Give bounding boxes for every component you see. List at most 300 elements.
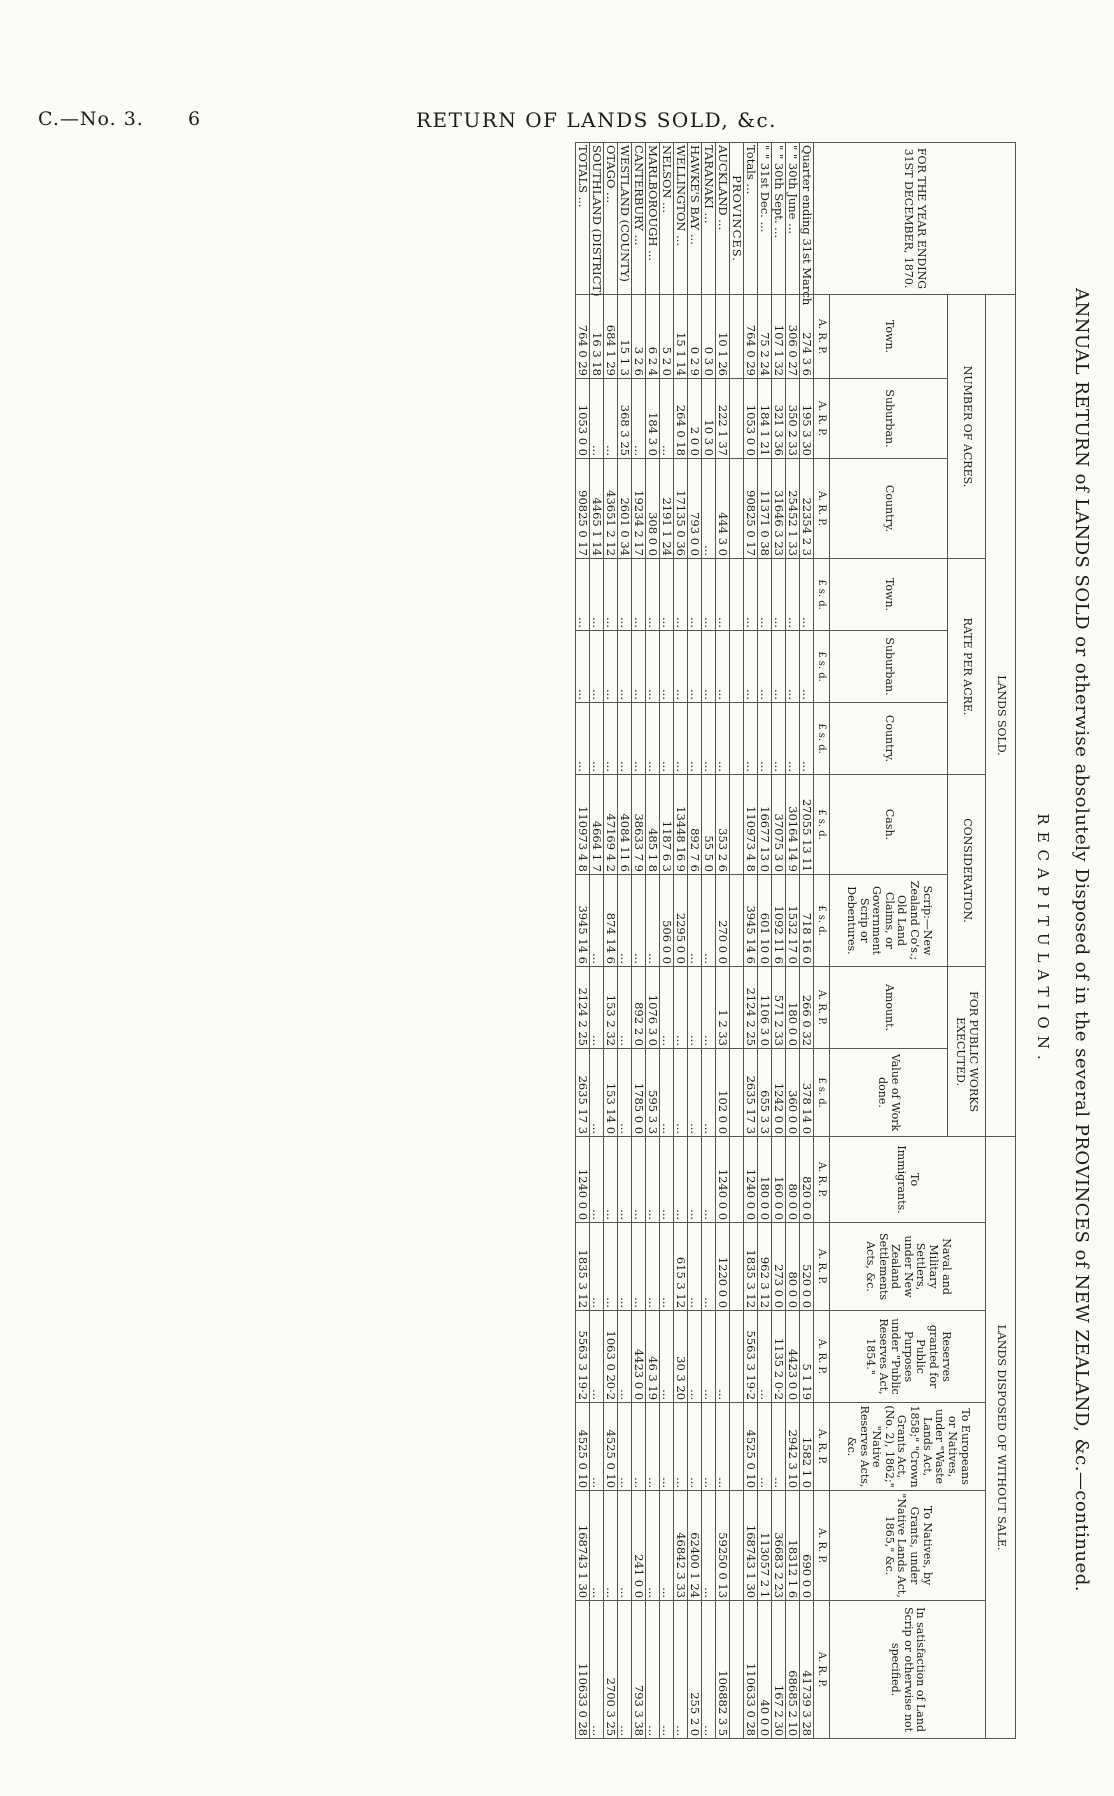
cell-rate-suburban: ... bbox=[660, 631, 674, 703]
cell-rate-suburban: ... bbox=[800, 631, 814, 703]
cell-rate-country: ... bbox=[618, 703, 632, 775]
totals-label: TOTALS ... bbox=[576, 143, 590, 295]
cell-suburban: ... bbox=[660, 379, 674, 459]
cell-cash: 38633 7 9 bbox=[632, 775, 646, 875]
cell-rate-country: ... bbox=[744, 703, 758, 775]
cell-rate-country: ... bbox=[800, 703, 814, 775]
row-label: WELLINGTON ... bbox=[674, 143, 688, 295]
page-number: 6 bbox=[188, 108, 202, 130]
provinces-heading: PROVINCES. bbox=[730, 143, 744, 295]
cell-amount: 153 2 32 bbox=[604, 967, 618, 1049]
cell-rate-country: ... bbox=[716, 703, 730, 775]
cell-immigrants: 1240 0 0 bbox=[716, 1137, 730, 1223]
cell-scrip: 601 10 0 bbox=[758, 875, 772, 967]
cell-value: ... bbox=[674, 1049, 688, 1137]
cell-naval: 80 0 0 bbox=[786, 1223, 800, 1311]
table-row bbox=[604, 143, 618, 1739]
cell-europeans: ... bbox=[702, 1403, 716, 1491]
cell-rate-suburban: ... bbox=[632, 631, 646, 703]
table-row bbox=[632, 143, 646, 1739]
cell-naval: ... bbox=[590, 1223, 604, 1311]
cell-reserves: 5 1 19 bbox=[800, 1311, 814, 1403]
cell-rate-country: ... bbox=[660, 703, 674, 775]
cell-rate-suburban: ... bbox=[744, 631, 758, 703]
cell-country: 11371 0 38 bbox=[758, 459, 772, 559]
cell-naval: ... bbox=[632, 1223, 646, 1311]
cell-scrip: 270 0 0 bbox=[716, 875, 730, 967]
cell-rate-town: ... bbox=[800, 559, 814, 631]
cell-land-scrip: 255 2 0 bbox=[688, 1601, 702, 1739]
cell-scrip: 3945 14 6 bbox=[576, 875, 590, 967]
cell-country: 308 0 0 bbox=[646, 459, 660, 559]
cell-europeans: ... bbox=[646, 1403, 660, 1491]
cell-europeans: 4525 0 10 bbox=[576, 1403, 590, 1491]
cell-natives: 46842 3 33 bbox=[674, 1491, 688, 1601]
amount-header: Amount. bbox=[830, 967, 948, 1049]
cell-scrip: 1532 17 0 bbox=[786, 875, 800, 967]
cell-naval: 1835 3 12 bbox=[576, 1223, 590, 1311]
cell-town: 764 0 29 bbox=[576, 295, 590, 379]
cell-immigrants: 820 0 0 bbox=[800, 1137, 814, 1223]
cell-town: 3 2 6 bbox=[632, 295, 646, 379]
cell-cash: 30164 14 9 bbox=[786, 775, 800, 875]
naval-military-header: Naval and Military Settlers, under New Zealand Settlements Acts, &c. bbox=[830, 1223, 986, 1311]
cell-country: 90825 0 17 bbox=[576, 459, 590, 559]
cell-scrip: ... bbox=[646, 875, 660, 967]
cell-country: 444 3 0 bbox=[716, 459, 730, 559]
cell-reserves: 4423 0 0 bbox=[786, 1311, 800, 1403]
unit-rate-suburban: £ s. d. bbox=[814, 631, 830, 703]
cell-suburban: 264 0 18 bbox=[674, 379, 688, 459]
unit-value: £ s. d. bbox=[814, 1049, 830, 1137]
cell-value: 2635 17 3 bbox=[576, 1049, 590, 1137]
row-label: " " 30th Sept. ... bbox=[772, 143, 786, 295]
cell-natives: ... bbox=[646, 1491, 660, 1601]
cell-reserves: ... bbox=[688, 1311, 702, 1403]
cell-rate-town: ... bbox=[576, 559, 590, 631]
document-reference: C.—No. 3. bbox=[38, 108, 144, 130]
cell-rate-suburban: ... bbox=[618, 631, 632, 703]
town-acres-header: Town. bbox=[830, 295, 948, 379]
cell-suburban: 2 0 0 bbox=[688, 379, 702, 459]
cell-amount: ... bbox=[674, 967, 688, 1049]
cell-naval: ... bbox=[646, 1223, 660, 1311]
table-row bbox=[646, 143, 660, 1739]
cell-naval: 520 0 0 bbox=[800, 1223, 814, 1311]
cell-value: 2635 17 3 bbox=[744, 1049, 758, 1137]
cell-scrip: ... bbox=[590, 875, 604, 967]
cell-country: ... bbox=[702, 459, 716, 559]
cell-rate-country: ... bbox=[786, 703, 800, 775]
cell-cash: 55 5 0 bbox=[702, 775, 716, 875]
cell-land-scrip: 68685 2 10 bbox=[786, 1601, 800, 1739]
cell-rate-country: ... bbox=[702, 703, 716, 775]
cell-natives: ... bbox=[702, 1491, 716, 1601]
cell-amount: 2124 2 25 bbox=[576, 967, 590, 1049]
cell-immigrants: 80 0 0 bbox=[786, 1137, 800, 1223]
cell-naval: 962 3 12 bbox=[758, 1223, 772, 1311]
cell-country: 2601 0 34 bbox=[618, 459, 632, 559]
cell-immigrants: 1240 0 0 bbox=[576, 1137, 590, 1223]
unit-country: A. R. P. bbox=[814, 459, 830, 559]
cell-scrip: ... bbox=[688, 875, 702, 967]
cell-rate-town: ... bbox=[604, 559, 618, 631]
cell-europeans: ... bbox=[674, 1403, 688, 1491]
cell-town: 0 2 9 bbox=[688, 295, 702, 379]
value-of-work-header: Value of Work done. bbox=[830, 1049, 948, 1137]
unit-rate-country: £ s. d. bbox=[814, 703, 830, 775]
cell-rate-country: ... bbox=[590, 703, 604, 775]
row-label: TARANAKI ... bbox=[702, 143, 716, 295]
cell-naval: ... bbox=[660, 1223, 674, 1311]
totals-row bbox=[744, 143, 758, 1739]
unit-rate-town: £ s. d. bbox=[814, 559, 830, 631]
cell-immigrants: ... bbox=[660, 1137, 674, 1223]
immigrants-header: To Immigrants. bbox=[830, 1137, 986, 1223]
cell-rate-suburban: ... bbox=[758, 631, 772, 703]
cell-europeans: ... bbox=[688, 1403, 702, 1491]
cell-rate-country: ... bbox=[632, 703, 646, 775]
table-row bbox=[758, 143, 772, 1739]
cell-immigrants: ... bbox=[590, 1137, 604, 1223]
europeans-natives-header: To Europeans or Natives, under "Waste Lands Act, 1858;" "Crown Grants Act, (No. 2), 1862;" "Native Reserves Acts, &c. bbox=[830, 1403, 986, 1491]
cell-reserves: 4423 0 0 bbox=[632, 1311, 646, 1403]
cell-reserves: ... bbox=[660, 1311, 674, 1403]
cell-amount: 1076 3 0 bbox=[646, 967, 660, 1049]
cell-cash: 16677 13 0 bbox=[758, 775, 772, 875]
cell-amount: ... bbox=[590, 967, 604, 1049]
natives-grants-header: To Natives, by Grants, under "Native Lands Act, 1865," &c. bbox=[830, 1491, 986, 1601]
cell-amount: 1106 3 0 bbox=[758, 967, 772, 1049]
cell-suburban: 350 2 33 bbox=[786, 379, 800, 459]
cell-cash: 110973 4 8 bbox=[744, 775, 758, 875]
cell-amount: ... bbox=[660, 967, 674, 1049]
cell-cash: 4084 11 6 bbox=[618, 775, 632, 875]
cell-naval: 273 0 0 bbox=[772, 1223, 786, 1311]
unit-cash: £ s. d. bbox=[814, 775, 830, 875]
cell-europeans: 4525 0 10 bbox=[744, 1403, 758, 1491]
cell-immigrants: ... bbox=[702, 1137, 716, 1223]
cell-country: 43651 2 12 bbox=[604, 459, 618, 559]
cell-naval: ... bbox=[604, 1223, 618, 1311]
cell-scrip: 718 16 0 bbox=[800, 875, 814, 967]
cell-scrip: 1092 11 6 bbox=[772, 875, 786, 967]
cell-natives: 168743 1 30 bbox=[744, 1491, 758, 1601]
row-label: SOUTHLAND (DISTRICT) bbox=[590, 143, 604, 295]
cell-amount: ... bbox=[702, 967, 716, 1049]
cell-rate-suburban: ... bbox=[702, 631, 716, 703]
cell-rate-town: ... bbox=[632, 559, 646, 631]
table-row bbox=[800, 143, 814, 1739]
cell-europeans: 2942 3 10 bbox=[786, 1403, 800, 1491]
unit-europeans: A. R. P. bbox=[814, 1403, 830, 1491]
country-acres-header: Country. bbox=[830, 459, 948, 559]
cell-rate-town: ... bbox=[660, 559, 674, 631]
running-title: RETURN OF LANDS SOLD, &c. bbox=[416, 108, 777, 132]
cell-immigrants: ... bbox=[632, 1137, 646, 1223]
cell-cash: 353 2 6 bbox=[716, 775, 730, 875]
totals-row bbox=[576, 143, 590, 1739]
cash-header: Cash. bbox=[830, 775, 948, 875]
unit-immigrants: A. R. P. bbox=[814, 1137, 830, 1223]
cell-immigrants: 160 0 0 bbox=[772, 1137, 786, 1223]
cell-europeans: 1582 1 0 bbox=[800, 1403, 814, 1491]
row-label: WESTLAND (COUNTY) bbox=[618, 143, 632, 295]
cell-town: 684 1 29 bbox=[604, 295, 618, 379]
cell-land-scrip: ... bbox=[702, 1601, 716, 1739]
unit-naval: A. R. P. bbox=[814, 1223, 830, 1311]
row-label: NELSON ... bbox=[660, 143, 674, 295]
cell-land-scrip: 2700 3 25 bbox=[604, 1601, 618, 1739]
cell-value: ... bbox=[590, 1049, 604, 1137]
cell-cash: 485 1 8 bbox=[646, 775, 660, 875]
table-row bbox=[590, 143, 604, 1739]
cell-europeans: ... bbox=[618, 1403, 632, 1491]
cell-cash: 1187 6 3 bbox=[660, 775, 674, 875]
cell-cash: 4664 1 7 bbox=[590, 775, 604, 875]
cell-cash: 27055 13 11 bbox=[800, 775, 814, 875]
cell-natives: 36683 2 23 bbox=[772, 1491, 786, 1601]
cell-reserves: ... bbox=[716, 1311, 730, 1403]
cell-cash: 892 7 6 bbox=[688, 775, 702, 875]
cell-cash: 13448 16 9 bbox=[674, 775, 688, 875]
cell-amount: 180 0 0 bbox=[786, 967, 800, 1049]
cell-naval: ... bbox=[618, 1223, 632, 1311]
cell-town: 16 3 18 bbox=[590, 295, 604, 379]
table-row bbox=[660, 143, 674, 1739]
cell-land-scrip: 110633 0 28 bbox=[744, 1601, 758, 1739]
cell-immigrants: ... bbox=[618, 1137, 632, 1223]
cell-reserves: ... bbox=[702, 1311, 716, 1403]
unit-reserves: A. R. P. bbox=[814, 1311, 830, 1403]
cell-reserves: 46 3 19 bbox=[646, 1311, 660, 1403]
cell-europeans: ... bbox=[758, 1403, 772, 1491]
cell-land-scrip: ... bbox=[674, 1601, 688, 1739]
cell-suburban: 184 1 21 bbox=[758, 379, 772, 459]
cell-rate-country: ... bbox=[646, 703, 660, 775]
cell-scrip: 506 0 0 bbox=[660, 875, 674, 967]
cell-amount: 892 2 0 bbox=[632, 967, 646, 1049]
cell-suburban: 1053 0 0 bbox=[576, 379, 590, 459]
cell-town: 0 3 0 bbox=[702, 295, 716, 379]
table-row bbox=[688, 143, 702, 1739]
number-of-acres-header: NUMBER OF ACRES. bbox=[948, 295, 986, 559]
row-label: " " 30th June ... bbox=[786, 143, 800, 295]
cell-rate-suburban: ... bbox=[716, 631, 730, 703]
cell-country: 25452 1 33 bbox=[786, 459, 800, 559]
cell-value: 595 3 3 bbox=[646, 1049, 660, 1137]
cell-amount: 2124 2 25 bbox=[744, 967, 758, 1049]
unit-scrip: £ s. d. bbox=[814, 875, 830, 967]
unit-land-scrip: A. R. P. bbox=[814, 1601, 830, 1739]
cell-country: 31646 3 23 bbox=[772, 459, 786, 559]
cell-town: 107 1 32 bbox=[772, 295, 786, 379]
unit-natives: A. R. P. bbox=[814, 1491, 830, 1601]
cell-rate-country: ... bbox=[576, 703, 590, 775]
cell-rate-suburban: ... bbox=[674, 631, 688, 703]
cell-land-scrip: ... bbox=[660, 1601, 674, 1739]
cell-europeans: ... bbox=[660, 1403, 674, 1491]
table-row bbox=[772, 143, 786, 1739]
cell-rate-suburban: ... bbox=[772, 631, 786, 703]
cell-natives: 241 0 0 bbox=[632, 1491, 646, 1601]
cell-immigrants: ... bbox=[604, 1137, 618, 1223]
cell-land-scrip: 41739 3 28 bbox=[800, 1601, 814, 1739]
cell-rate-suburban: ... bbox=[590, 631, 604, 703]
cell-rate-suburban: ... bbox=[604, 631, 618, 703]
cell-country: 19234 2 17 bbox=[632, 459, 646, 559]
cell-country: 90825 0 17 bbox=[744, 459, 758, 559]
cell-reserves: 5563 3 19·2 bbox=[576, 1311, 590, 1403]
cell-country: 793 0 0 bbox=[688, 459, 702, 559]
cell-suburban: 222 1 37 bbox=[716, 379, 730, 459]
cell-europeans: ... bbox=[590, 1403, 604, 1491]
cell-value: 153 14 0 bbox=[604, 1049, 618, 1137]
cell-suburban: 368 3 25 bbox=[618, 379, 632, 459]
cell-amount: 266 0 32 bbox=[800, 967, 814, 1049]
cell-rate-town: ... bbox=[674, 559, 688, 631]
cell-town: 5 2 0 bbox=[660, 295, 674, 379]
cell-rate-suburban: ... bbox=[646, 631, 660, 703]
cell-reserves: 5563 3 19·2 bbox=[744, 1311, 758, 1403]
cell-rate-town: ... bbox=[618, 559, 632, 631]
lands-sold-header: LANDS SOLD. bbox=[986, 295, 1016, 1137]
suburban-acres-header: Suburban. bbox=[830, 379, 948, 459]
cell-scrip: ... bbox=[632, 875, 646, 967]
return-title: ANNUAL RETURN of LANDS SOLD or otherwise absolutely Disposed of in the several PROVINCES of NEW ZEALAND, &c.—continued. bbox=[1071, 287, 1092, 1593]
cell-europeans: ... bbox=[772, 1403, 786, 1491]
cell-country: 4465 1 14 bbox=[590, 459, 604, 559]
table-row bbox=[716, 143, 730, 1739]
cell-amount: 571 2 33 bbox=[772, 967, 786, 1049]
rate-town-header: Town. bbox=[830, 559, 948, 631]
cell-rate-suburban: ... bbox=[688, 631, 702, 703]
cell-cash: 110973 4 8 bbox=[576, 775, 590, 875]
cell-suburban: 184 3 0 bbox=[646, 379, 660, 459]
cell-town: 75 2 24 bbox=[758, 295, 772, 379]
row-label: MARLBOROUGH ... bbox=[646, 143, 660, 295]
cell-immigrants: ... bbox=[674, 1137, 688, 1223]
cell-reserves: ... bbox=[758, 1311, 772, 1403]
cell-scrip: 874 14 6 bbox=[604, 875, 618, 967]
cell-suburban: 10 3 0 bbox=[702, 379, 716, 459]
cell-immigrants: ... bbox=[646, 1137, 660, 1223]
cell-land-scrip: 167 2 30 bbox=[772, 1601, 786, 1739]
rotated-table-region bbox=[80, 142, 1100, 1738]
cell-reserves: ... bbox=[590, 1311, 604, 1403]
cell-amount: ... bbox=[688, 967, 702, 1049]
rate-country-header: Country. bbox=[830, 703, 948, 775]
public-works-header: FOR PUBLIC WORKS EXECUTED. bbox=[948, 967, 986, 1137]
cell-reserves: 30 3 20 bbox=[674, 1311, 688, 1403]
cell-cash: 37075 3 0 bbox=[772, 775, 786, 875]
cell-natives: 59250 0 13 bbox=[716, 1491, 730, 1601]
cell-rate-country: ... bbox=[758, 703, 772, 775]
reserves-header: Reserves granted for Public Purposes under "Public Reserves Act, 1854." bbox=[830, 1311, 986, 1403]
cell-naval: 1220 0 0 bbox=[716, 1223, 730, 1311]
cell-land-scrip: ... bbox=[618, 1601, 632, 1739]
cell-value: 1785 0 0 bbox=[632, 1049, 646, 1137]
cell-natives: 113057 2 1 bbox=[758, 1491, 772, 1601]
cell-amount: 1 2 33 bbox=[716, 967, 730, 1049]
table-row bbox=[674, 143, 688, 1739]
cell-value: ... bbox=[660, 1049, 674, 1137]
cell-scrip: ... bbox=[618, 875, 632, 967]
cell-natives: 690 0 0 bbox=[800, 1491, 814, 1601]
row-label: CANTERBURY ... bbox=[632, 143, 646, 295]
table-row bbox=[786, 143, 800, 1739]
recapitulation-table bbox=[575, 142, 1016, 1738]
cell-rate-town: ... bbox=[688, 559, 702, 631]
cell-value: ... bbox=[618, 1049, 632, 1137]
cell-europeans: ... bbox=[716, 1403, 730, 1491]
cell-rate-town: ... bbox=[758, 559, 772, 631]
cell-naval: ... bbox=[702, 1223, 716, 1311]
cell-value: ... bbox=[688, 1049, 702, 1137]
land-scrip-header: In satisfaction of Land Scrip or otherwise not specified. bbox=[830, 1601, 986, 1739]
cell-rate-town: ... bbox=[786, 559, 800, 631]
cell-value: 102 0 0 bbox=[716, 1049, 730, 1137]
cell-europeans: 4525 0 10 bbox=[604, 1403, 618, 1491]
consideration-header: CONSIDERATION. bbox=[948, 775, 986, 967]
cell-natives: ... bbox=[618, 1491, 632, 1601]
cell-reserves: 1063 0 20·2 bbox=[604, 1311, 618, 1403]
provinces-heading-row bbox=[730, 143, 744, 1739]
cell-value: 1242 0 0 bbox=[772, 1049, 786, 1137]
scrip-header: Scrip:—New Zealand Co's.; Old Land Claims, or Government Scrip or Debentures. bbox=[830, 875, 948, 967]
row-label: " " 31st Dec. ... bbox=[758, 143, 772, 295]
cell-rate-town: ... bbox=[744, 559, 758, 631]
cell-value: 360 0 0 bbox=[786, 1049, 800, 1137]
cell-country: 17135 0 36 bbox=[674, 459, 688, 559]
row-label: HAWKE'S BAY ... bbox=[688, 143, 702, 295]
cell-cash: 47169 4 2 bbox=[604, 775, 618, 875]
table-row bbox=[618, 143, 632, 1739]
cell-town: 10 1 26 bbox=[716, 295, 730, 379]
cell-suburban: ... bbox=[604, 379, 618, 459]
recapitulation-heading: RECAPITULATION. bbox=[1034, 813, 1052, 1067]
cell-suburban: 195 3 30 bbox=[800, 379, 814, 459]
cell-natives: 62400 1 24 bbox=[688, 1491, 702, 1601]
cell-land-scrip: 40 0 0 bbox=[758, 1601, 772, 1739]
cell-rate-suburban: ... bbox=[576, 631, 590, 703]
cell-rate-country: ... bbox=[604, 703, 618, 775]
cell-reserves: 1135 2 0·2 bbox=[772, 1311, 786, 1403]
cell-natives: ... bbox=[590, 1491, 604, 1601]
cell-rate-town: ... bbox=[702, 559, 716, 631]
table-row bbox=[702, 143, 716, 1739]
totals-label: Totals ... bbox=[744, 143, 758, 295]
cell-town: 764 0 29 bbox=[744, 295, 758, 379]
cell-scrip: 3945 14 6 bbox=[744, 875, 758, 967]
cell-suburban: ... bbox=[590, 379, 604, 459]
cell-natives: ... bbox=[660, 1491, 674, 1601]
cell-immigrants: ... bbox=[688, 1137, 702, 1223]
lands-disposed-header: LANDS DISPOSED OF WITHOUT SALE. bbox=[986, 1137, 1016, 1739]
cell-natives: ... bbox=[604, 1491, 618, 1601]
cell-town: 15 1 14 bbox=[674, 295, 688, 379]
cell-country: 22354 2 3 bbox=[800, 459, 814, 559]
cell-country: 2191 1 24 bbox=[660, 459, 674, 559]
cell-suburban: 321 3 36 bbox=[772, 379, 786, 459]
cell-town: 274 3 6 bbox=[800, 295, 814, 379]
cell-rate-country: ... bbox=[772, 703, 786, 775]
cell-land-scrip: 106882 3 5 bbox=[716, 1601, 730, 1739]
cell-reserves: ... bbox=[618, 1311, 632, 1403]
cell-value: ... bbox=[702, 1049, 716, 1137]
unit-suburban: A. R. P. bbox=[814, 379, 830, 459]
cell-suburban: ... bbox=[632, 379, 646, 459]
